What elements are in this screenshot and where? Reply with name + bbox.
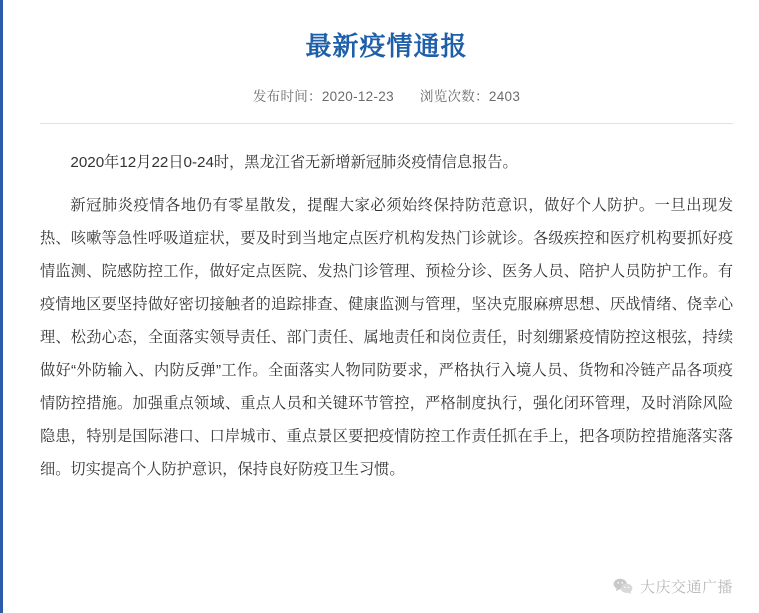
views-count: 2403	[488, 89, 521, 104]
paragraph-summary: 2020年12月22日0-24时，黑龙江省无新增新冠肺炎疫情信息报告。	[70, 154, 518, 171]
article-meta	[40, 85, 733, 105]
header-divider	[40, 123, 733, 124]
article-content	[14, 0, 759, 613]
publish-time-label: 发布时间：	[252, 89, 322, 104]
wechat-icon	[613, 578, 633, 595]
footer-label: 大庆交通广播	[639, 579, 733, 596]
left-accent-rail	[0, 0, 14, 613]
article-body	[40, 146, 733, 486]
page-title: 最新疫情通报	[305, 31, 468, 61]
paragraph-guidance: 新冠肺炎疫情各地仍有零星散发，提醒大家必须始终保持防范意识，做好个人防护。一旦出现发热、咳嗽等急性呼吸道症状，要及时到当地定点医疗机构发热门诊就诊。各级疾控和医疗机构要抓好疫情监测、院感防控工作，做好定点医院、发热门诊管理、预检分诊、医务人员、陪护人员防护工作。有疫情地区要坚持做好密切接触者的追踪排查、健康监测与管理，坚决克服麻痹思想、厌战情绪、侥幸心理、松劲心态，全面落实领导责任、部门责任、属地责任和岗位责任，时刻绷紧疫情防控这根弦，持续做好“外防输入、内防反弹”工作。全面落实人物同防要求，严格执行入境人员、货物和冷链产品各项疫情防控措施。加强重点领域、重点人员和关键环节管控，严格制度执行，强化闭环管理，及时消除风险隐患，特别是国际港口、口岸城市、重点景区要把疫情防控工作责任抓在手上，把各项防控措施落实落细。切实提高个人防护意识，保持良好防疫卫生习惯。	[40, 197, 733, 478]
views-label: 浏览次数：	[419, 89, 489, 104]
footer-attribution	[613, 576, 733, 597]
publish-time-value: 2020-12-23	[321, 89, 394, 104]
